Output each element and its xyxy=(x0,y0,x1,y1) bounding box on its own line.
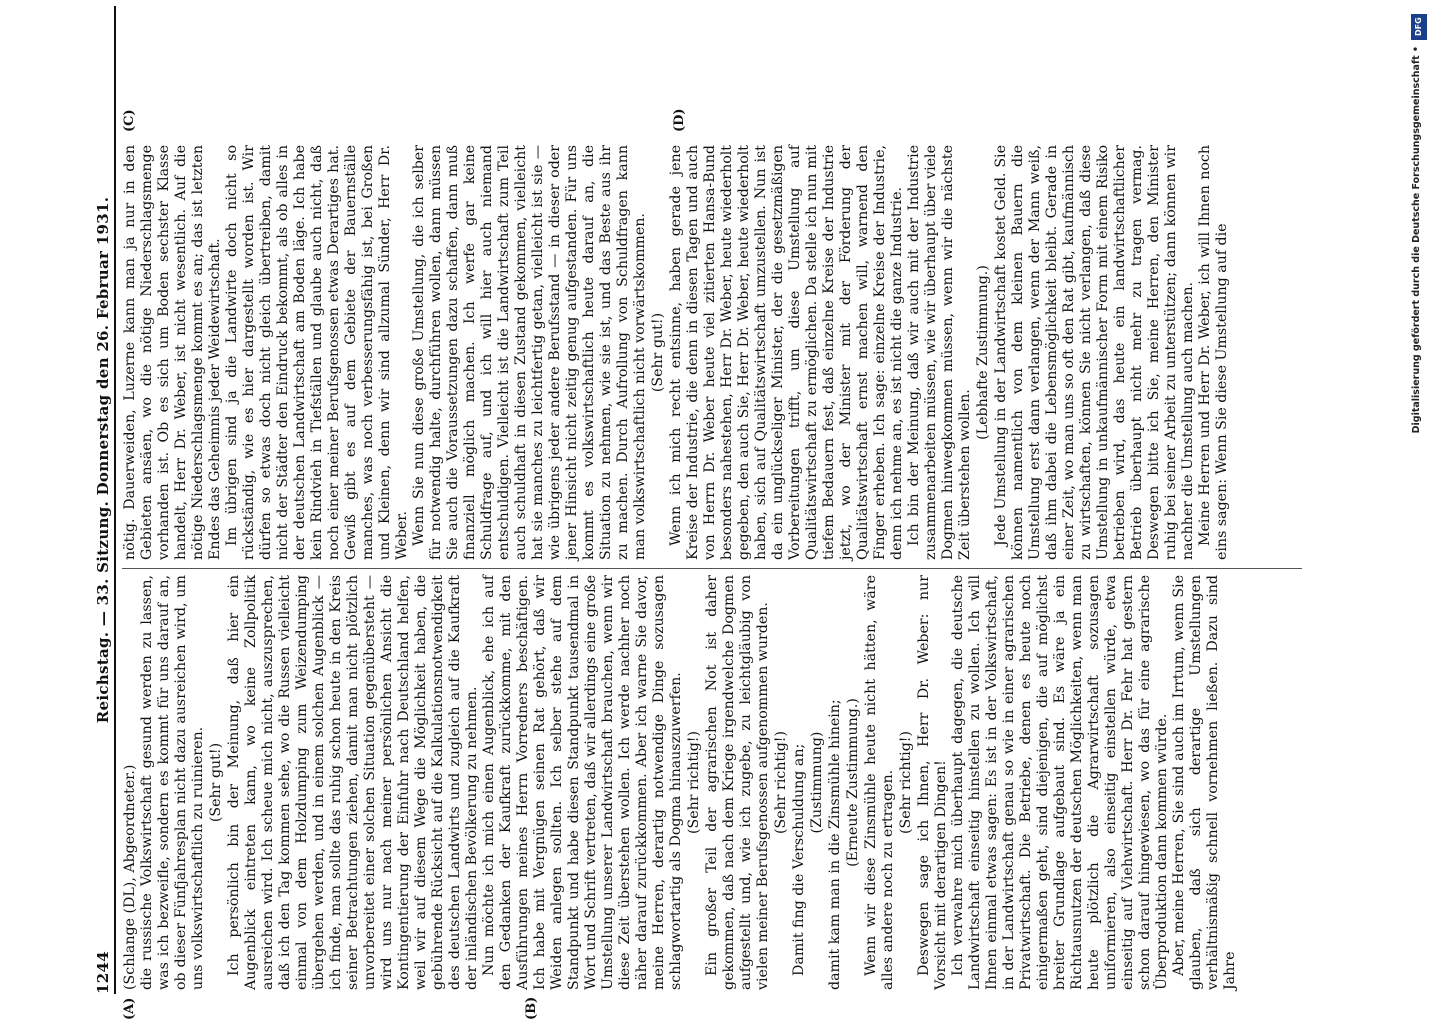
paragraph: Ich bin der Meinung, daß wir auch mit der Industrie zusammenarbeiten müssen, wie wir überhaupt über viele Dogmen hinwegkommen müssen, wenn wir die nächste Zeit überstehen wollen. xyxy=(906,145,973,560)
paragraph: Wenn Sie nun diese große Umstellung, die ich selber für notwendig halte, durchführen wollen, dann müssen Sie auch die Voraussetzungen dazu schaffen, dann muß finanziell möglich machen. Ich werfe gar keine Schuldfrage auf, und ich will hier auch niemand entschuldigen. Vielleicht ist die Landwirtschaft zum Teil auch schuldhaft in diesen Zustand gekommen, vielleicht hat sie manches zu leichtfertig getan, vielleicht ist sie — wie übrigens jeder andere Berufsstand — in dieser oder jener Hinsicht nicht zeitig genug aufgestanden. Für uns kommt es volkswirtschaftlich heute darauf an, die Situation zu nehmen, wie sie ist, und das Beste aus ihr zu machen. Durch Aufrollung von Schuldfragen kann man volkswirtschaftlich nicht vorwärtskommen. xyxy=(411,145,648,560)
paragraph: Ich verwahre mich überhaupt dagegen, die deutsche Landwirtschaft einseitig hinstellen zu wollen. Ich will Ihnen einmal etwas sagen: Es ist in der Volkswirtschaft, in der Landwirtschaft genau so wie in einer agrarischen Privatwirtschaft. Die Betriebe, denen es heute noch einigermaßen geht, sind diejenigen, die auf möglichst breiter Grundlage aufgebaut sind. Es wäre ja ein Richtausnutzen der deutschen Möglichkeiten, wenn man heute plötzlich die Agrarwirtschaft sozusagen uniformieren, also einseitig einstellen würde, etwa einseitig auf Viehwirtschaft. Herr Dr. Fehr hat gestern schon darauf hingewiesen, wo das für eine agrarische Überproduktion dann kommen würde. xyxy=(950,575,1170,990)
running-title: Reichstag. — 33. Sitzung. Donnerstag den 26. Februar 1931. xyxy=(94,196,112,724)
interjection: (Sehr gut!) xyxy=(208,742,224,823)
right-column xyxy=(122,145,1231,560)
paragraph: Deswegen sage ich Ihnen, Herr Dr. Weber: nur Vorsicht mit derartigen Dingen! xyxy=(916,575,949,990)
paragraph: Jede Umstellung in der Landwirtschaft kostet Geld. Sie können namentlich von dem kleinen Bauern die Umstellung erst dann verlangen, wenn der Mann weiß, daß ihm dabei die Lebensmöglichkeit bleibt. Gerade in einer Zeit, wo man uns so oft den Rat gibt, kaufmännisch zu wirtschaften, können Sie nicht verlangen, daß diese Umstellung in unkaufmännischer Form mit einem Risiko betrieben wird, das heute ein landwirtschaftlicher Betrieb überhaupt nicht mehr zu tragen vermag. Deswegen bitte ich Sie, meine Herren, den Minister ruhig bei seiner Arbeit zu unterstützen; dann können wir nachher die Umstellung auch machen. xyxy=(993,145,1196,560)
interjection: (Sehr gut!) xyxy=(650,312,666,393)
dfg-logo: DFG xyxy=(1411,14,1427,40)
paragraph: Nun möchte ich mich einen Augenblick, ehe ich auf den Gedanken der Kaufkraft zurückkomme, mit den Ausführungen meines Herrn Vorredners beschäftigen. Ich habe mit Vergnügen seinen Rat gehört, daß wir Weiden anlegen sollten. Ich selber stehe auf dem Standpunkt und habe diesen Standpunkt tausendmal in Wort und Schrift vertreten, daß wir allerdings eine große Umstellung unserer Landwirtschaft brauchen, wenn wir diese Zeit überstehen wollen. Ich werde nachher noch näher darauf zurückkommen. Aber ich warne Sie davor, meine Herren, derartig notwendige Dinge sozusagen schlagwortartig als Dogma hinauszuwerfen. xyxy=(481,575,684,990)
margin-mark-a: (A) xyxy=(122,997,137,1020)
paragraph: die russische Volkswirtschaft gesund werden zu lassen, was ich bezweifle, sondern es kommt für uns darauf an, ob dieser Fünfjahresplan nicht dazu ausreichen wird, um uns volkswirtschaftlich zu ruinieren. xyxy=(139,575,206,990)
funding-note: Digitalisierung gefördert durch die Deutsche Forschungsgemeinschaft • xyxy=(1411,46,1422,434)
interjection: (Zustimmung) xyxy=(809,731,825,834)
margin-mark-c: (C) xyxy=(122,109,137,132)
interjection: (Lebhafte Zustimmung.) xyxy=(975,265,991,440)
interjection: (Sehr richtig!) xyxy=(773,730,789,835)
paragraph: Wenn ich mich recht entsinne, haben gerade jene Kreise der Industrie, die denn in diesen Tagen und auch von Herrn Dr. Weber heute viel zitierten Hansa-Bund besonders nahestehen, Herr Dr. Weber, heute wiederholt gegeben, den auch Sie, Herr Dr. Weber, heute wiederholt haben, sich auf Qualitätswirtschaft umzustellen. Nun ist da ein unglückseliger Minister, der die gesetzmäßigen Vorbereitungen trifft, um diese Umstellung auf Qualitätswirtschaft zu ermöglichen. Da stelle ich nun mit tiefem Bedauern fest, daß einzelne Kreise der Industrie jetzt, wo der Minister mit der Förderung der Qualitätswirtschaft ernst machen will, warnend den Finger erheben. Ich sage: einzelne Kreise der Industrie, denn ich nehme an, es ist nicht die ganze Industrie. xyxy=(668,145,905,560)
paragraph: nötig. Dauerweiden, Luzerne kann man ja nur in den Gebieten ansäen, wo die nötige Niederschlagsmenge vorhanden ist. Ob es sich um Boden sechster Klasse handelt, Herr Dr. Weber, ist nicht wesentlich. Auf die nötige Niederschlagsmenge kommt es an; das ist letzten Endes das Geheimnis jeder Weidewirtschaft. xyxy=(122,145,223,560)
margin-mark-b: (B) xyxy=(524,996,539,1020)
paragraph: Aber, meine Herren, Sie sind auch im Irrtum, wenn Sie glauben, daß sich derartige Umstellungen verhältnismäßig schnell vornehmen ließen. Dazu sind Jahre xyxy=(1171,575,1238,990)
paragraph: Im übrigen sind ja die Landwirte doch nicht so rückständig, wie es hier dargestellt worden ist. Wir dürfen so etwas doch nicht gleich übertreiben, damit nicht der Städter den Eindruck bekommt, als ob alles in der deutschen Landwirtschaft am Boden läge. Ich habe kein Rindvieh in Tiefställen und glaube auch nicht, daß noch einer meiner Berufsgenossen etwas Derartiges hat. Gewiß gibt es auf dem Gebiete der Bauernställe manches, was noch verbesserungsfähig ist, bei Großen und Kleinen, denn wir sind allzumal Sünder, Herr Dr. Weber. xyxy=(224,145,410,560)
paragraph: Ich persönlich bin der Meinung, daß hier ein Augenblick eintreten kann, wo keine Zollpolitik ausreichen wird. Ich scheue mich nicht, auszusprechen, daß ich den Tag kommen sehe, wo die Russen vielleicht einmal von dem Holzdumping zum Weizendumping übergehen werden, und in einem solchen Augenblick — ich finde, man sollte das ruhig schon heute in den Kreis seiner Betrachtungen ziehen, damit man nicht plötzlich unvorbereitet einer solchen Situation gegenübersteht — wird uns nur nach meiner persönlichen Ansicht die Kontingentierung der Einfuhr nach Deutschland helfen, weil wir auf diesem Wege die Möglichkeit haben, die gebührende Rücksicht auf die Kalkulationsnotwendigkeit des deutschen Landwirts und zugleich auf die Kaufkraft der inländischen Bevölkerung zu nehmen. xyxy=(226,575,480,990)
interjection: (Sehr richtig!) xyxy=(898,730,914,835)
interjection: (Erneute Zustimmung.) xyxy=(845,698,861,867)
paragraph: Meine Herren und Herr Dr. Weber, ich will Ihnen noch eins sagen: Wenn Sie diese Umstellung auf die xyxy=(1197,145,1230,560)
paragraph: Ein großer Teil der agrarischen Not ist daher gekommen, daß nach dem Kriege irgendwelche Dogmen aufgestellt und, wie ich zugebe, zu leichtgläubig von vielen meiner Berufsgenossen aufgenommen wurden. xyxy=(704,575,771,990)
left-column xyxy=(122,575,1239,990)
paragraph: Damit fing die Verschuldung an; xyxy=(791,743,807,976)
column-divider xyxy=(122,568,1302,569)
interjection: (Sehr richtig!) xyxy=(686,730,702,835)
rotated-page xyxy=(82,0,1434,1020)
page-number: 1244 xyxy=(94,951,112,994)
speaker-line: (Schlange (DL), Abgeordneter.) xyxy=(122,764,138,990)
running-head xyxy=(82,6,116,994)
paragraph: damit kam man in die Zinsmühle hinein; xyxy=(827,699,843,990)
paragraph: Wenn wir diese Zinsmühle heute nicht hätten, wäre alles andere noch zu ertragen. xyxy=(863,575,896,990)
margin-mark-d: (D) xyxy=(672,108,687,132)
